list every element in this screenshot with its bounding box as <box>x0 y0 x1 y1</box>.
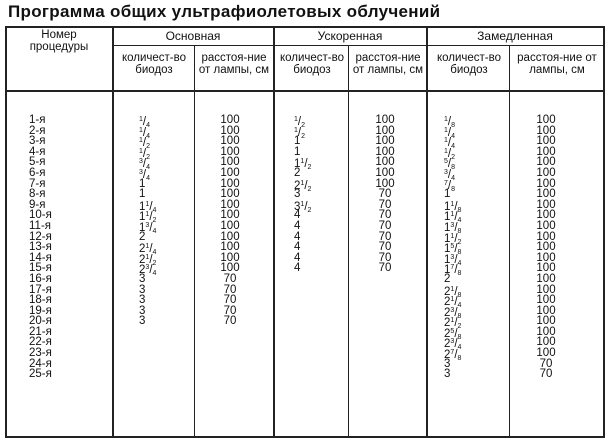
header-accel-dose: количест-во биодоз <box>279 52 345 76</box>
slow-distance-cell: 100 <box>536 336 556 349</box>
main-dose-cell: $2^1/_2$ <box>139 253 157 267</box>
slow-distance-cell: 100 <box>536 304 556 317</box>
slow-dose-cell: $^1/_2$ <box>444 147 456 161</box>
accelerated-distance-cell: 70 <box>378 209 392 222</box>
header-slow-dose: количест-во биодоз <box>436 52 502 76</box>
main-dose-cell: 3 <box>139 272 146 285</box>
accelerated-dose-cell: 4 <box>294 251 301 264</box>
accelerated-distance-cell: 70 <box>378 219 392 232</box>
slow-dose-cell: $2^1/_8$ <box>444 285 462 299</box>
main-distance-cell: 70 <box>223 315 237 328</box>
slow-dose-cell: $2^3/_8$ <box>444 306 462 320</box>
slow-distance-cell: 100 <box>536 272 556 285</box>
main-dose-cell: $^3/_4$ <box>139 168 151 182</box>
accelerated-dose-cell: 4 <box>294 241 301 254</box>
slow-dose-cell: $1^7/_8$ <box>444 264 462 278</box>
main-distance-cell: 100 <box>220 219 240 232</box>
main-distance-cell: 100 <box>220 114 240 126</box>
table-bottom-border <box>5 436 605 438</box>
accelerated-distance-column <box>355 115 415 274</box>
accelerated-distance-cell: 100 <box>375 124 395 137</box>
procedure-number-cell: 22-я <box>29 336 52 349</box>
main-distance-cell: 100 <box>220 198 240 211</box>
slow-dose-cell: $^7/_8$ <box>444 179 456 193</box>
procedure-number-cell: 13-я <box>29 241 52 254</box>
accelerated-distance-cell: 70 <box>378 251 392 264</box>
main-distance-cell: 100 <box>220 156 240 169</box>
procedure-number-cell: 9-я <box>29 198 46 211</box>
main-dose-cell: $^3/_4$ <box>139 158 151 172</box>
main-distance-cell: 100 <box>220 145 240 158</box>
main-dose-cell: $1^1/_2$ <box>139 211 157 225</box>
procedure-number-cell: 1-я <box>29 114 46 126</box>
procedure-number-cell: 16-я <box>29 272 52 285</box>
group-accelerated: Ускоренная <box>317 29 383 43</box>
main-distance-column <box>200 115 260 327</box>
slow-dose-cell: $^3/_4$ <box>444 168 456 182</box>
accelerated-distance-cell: 70 <box>378 198 392 211</box>
main-dose-cell: $1^3/_4$ <box>139 221 157 235</box>
main-distance-cell: 100 <box>220 230 240 243</box>
slow-distance-cell: 100 <box>536 209 556 222</box>
accelerated-distance-cell: 70 <box>378 262 392 275</box>
slow-dose-cell: $1^1/_2$ <box>444 232 462 246</box>
main-dose-cell: $^1/_2$ <box>139 147 151 161</box>
main-dose-cell: 1 <box>139 188 146 201</box>
slow-distance-column <box>511 115 581 380</box>
main-dose-cell: $^1/_2$ <box>139 137 151 151</box>
main-dose-column <box>139 115 156 327</box>
header-slow-distance: расстоя-ние от лампы, см <box>517 52 597 76</box>
main-dose-cell: $^1/_4$ <box>139 126 151 140</box>
accelerated-distance-cell: 100 <box>375 114 395 126</box>
procedure-number-cell: 11-я <box>29 219 51 232</box>
col-divider-4 <box>348 45 349 438</box>
main-dose-cell: 1 <box>139 177 146 190</box>
main-dose-cell: 2 <box>139 230 146 243</box>
accelerated-distance-cell: 70 <box>378 230 392 243</box>
procedure-table <box>5 26 605 438</box>
procedure-number-cell: 12-я <box>29 230 52 243</box>
accelerated-distance-cell: 100 <box>375 177 395 190</box>
slow-dose-cell: $2^7/_8$ <box>444 349 462 363</box>
procedure-number-column <box>29 115 99 380</box>
main-dose-cell: 3 <box>139 283 146 296</box>
main-distance-cell: 100 <box>220 177 240 190</box>
slow-distance-cell: 100 <box>536 283 556 296</box>
procedure-number-cell: 20-я <box>29 315 52 328</box>
main-distance-cell: 100 <box>220 188 240 201</box>
slow-distance-cell: 100 <box>536 124 556 137</box>
procedure-number-cell: 23-я <box>29 347 52 360</box>
accelerated-distance-cell: 100 <box>375 135 395 148</box>
accelerated-dose-cell: 4 <box>294 230 301 243</box>
slow-distance-cell: 100 <box>536 156 556 169</box>
main-dose-cell: $1^1/_4$ <box>139 200 157 214</box>
slow-distance-cell: 100 <box>536 166 556 179</box>
accelerated-dose-cell: $^1/_2$ <box>294 126 306 140</box>
slow-dose-cell: $1^1/_8$ <box>444 200 462 214</box>
main-distance-cell: 70 <box>223 272 237 285</box>
procedure-number-cell: 15-я <box>29 262 52 275</box>
slow-dose-cell: 1 <box>444 188 451 201</box>
main-distance-cell: 70 <box>223 294 237 307</box>
main-dose-cell: $2^3/_4$ <box>139 264 157 278</box>
slow-dose-cell: $^1/_4$ <box>444 137 456 151</box>
col-divider-6 <box>509 45 510 438</box>
slow-dose-cell: 2 <box>444 272 451 285</box>
slow-dose-cell: $1^3/_8$ <box>444 221 462 235</box>
main-distance-cell: 100 <box>220 251 240 264</box>
slow-distance-cell: 100 <box>536 241 556 254</box>
main-distance-cell: 100 <box>220 135 240 148</box>
accelerated-distance-cell: 100 <box>375 166 395 179</box>
slow-distance-cell: 100 <box>536 347 556 360</box>
main-distance-cell: 100 <box>220 262 240 275</box>
accelerated-dose-cell: 4 <box>294 209 301 222</box>
header-main-dose: количест-во биодоз <box>121 52 187 76</box>
col-divider-3 <box>273 26 275 438</box>
header-main-distance: расстоя-ние от лампы, см <box>198 52 270 76</box>
accelerated-distance-cell: 100 <box>375 156 395 169</box>
accelerated-dose-cell: $3^1/_2$ <box>294 200 312 214</box>
procedure-number-cell: 5-я <box>29 156 46 169</box>
main-dose-cell: 3 <box>139 294 146 307</box>
accelerated-dose-cell: 1 <box>294 135 301 148</box>
slow-dose-cell: $1^5/_8$ <box>444 243 462 257</box>
slow-dose-cell: $1^1/_4$ <box>444 211 462 225</box>
slow-distance-cell: 100 <box>536 188 556 201</box>
slow-distance-cell: 70 <box>539 357 553 370</box>
procedure-number-cell: 8-я <box>29 188 46 201</box>
accelerated-distance-cell: 70 <box>378 241 392 254</box>
procedure-number-cell: 3-я <box>29 135 46 148</box>
table-top-border <box>5 26 605 28</box>
slow-dose-cell: $2^1/_2$ <box>444 317 462 331</box>
procedure-number-cell: 19-я <box>29 304 52 317</box>
slow-dose-cell: 3 <box>444 368 451 381</box>
main-distance-cell: 100 <box>220 124 240 137</box>
col-divider-1 <box>112 26 114 438</box>
group-main: Основная <box>165 29 221 43</box>
main-distance-cell: 100 <box>220 209 240 222</box>
procedure-number-cell: 24-я <box>29 357 52 370</box>
main-distance-cell: 70 <box>223 283 237 296</box>
procedure-number-cell: 4-я <box>29 145 46 158</box>
slow-distance-cell: 100 <box>536 177 556 190</box>
slow-dose-column <box>444 115 461 380</box>
table-left-border <box>5 26 7 438</box>
accelerated-distance-cell: 100 <box>375 145 395 158</box>
accelerated-dose-column <box>294 115 311 274</box>
slow-distance-cell: 100 <box>536 114 556 126</box>
main-dose-cell: 3 <box>139 304 146 317</box>
accelerated-dose-cell: 2 <box>294 166 301 179</box>
procedure-number-cell: 14-я <box>29 251 52 264</box>
slow-dose-cell: $2^3/_4$ <box>444 338 462 352</box>
accelerated-dose-cell: $2^1/_2$ <box>294 179 312 193</box>
slow-distance-cell: 100 <box>536 145 556 158</box>
slow-distance-cell: 100 <box>536 230 556 243</box>
procedure-number-cell: 10-я <box>29 209 52 222</box>
procedure-number-cell: 6-я <box>29 166 46 179</box>
slow-dose-cell: $1^3/_4$ <box>444 253 462 267</box>
header-accel-distance: расстоя-ние от лампы, см <box>352 52 424 76</box>
procedure-number-cell: 18-я <box>29 294 52 307</box>
procedure-number-cell: 7-я <box>29 177 46 190</box>
main-distance-cell: 100 <box>220 241 240 254</box>
slow-dose-cell: $2^5/_8$ <box>444 327 462 341</box>
accelerated-dose-cell: $^1/_2$ <box>294 116 306 129</box>
header-divider <box>5 90 605 92</box>
slow-distance-cell: 100 <box>536 262 556 275</box>
accelerated-dose-cell: $1^1/_2$ <box>294 158 312 172</box>
main-dose-cell: 3 <box>139 315 146 328</box>
col-divider-5 <box>426 26 428 438</box>
accelerated-dose-cell: 4 <box>294 262 301 275</box>
table-right-border <box>603 26 605 438</box>
group-divider <box>112 45 605 46</box>
slow-distance-cell: 100 <box>536 219 556 232</box>
procedure-number-cell: 21-я <box>29 325 52 338</box>
slow-distance-cell: 100 <box>536 294 556 307</box>
accelerated-dose-cell: 3 <box>294 188 301 201</box>
slow-dose-cell: $^1/_4$ <box>444 126 456 140</box>
main-distance-cell: 100 <box>220 166 240 179</box>
slow-dose-cell: $^1/_8$ <box>444 116 456 129</box>
main-distance-cell: 70 <box>223 304 237 317</box>
slow-dose-cell: $^5/_8$ <box>444 158 456 172</box>
slow-distance-cell: 70 <box>539 368 553 381</box>
main-dose-cell: $2^1/_4$ <box>139 243 157 257</box>
accelerated-dose-cell: 1 <box>294 145 301 158</box>
slow-distance-cell: 100 <box>536 315 556 328</box>
group-slow: Замедленная <box>477 29 553 43</box>
header-procedure-number: Номер процедуры <box>29 29 89 53</box>
slow-dose-cell: $2^1/_4$ <box>444 296 462 310</box>
col-divider-2 <box>194 45 195 438</box>
procedure-number-cell: 25-я <box>29 368 52 381</box>
accelerated-distance-cell: 70 <box>378 188 392 201</box>
slow-distance-cell: 100 <box>536 325 556 338</box>
procedure-number-cell: 2-я <box>29 124 46 137</box>
procedure-number-cell: 17-я <box>29 283 52 296</box>
accelerated-dose-cell: 4 <box>294 219 301 232</box>
slow-distance-cell: 100 <box>536 135 556 148</box>
slow-distance-cell: 100 <box>536 251 556 264</box>
page-title: Программа общих ультрафиолетовых облучений <box>8 2 441 21</box>
main-dose-cell: $^1/_4$ <box>139 116 151 129</box>
slow-dose-cell: 3 <box>444 357 451 370</box>
slow-distance-cell: 100 <box>536 198 556 211</box>
